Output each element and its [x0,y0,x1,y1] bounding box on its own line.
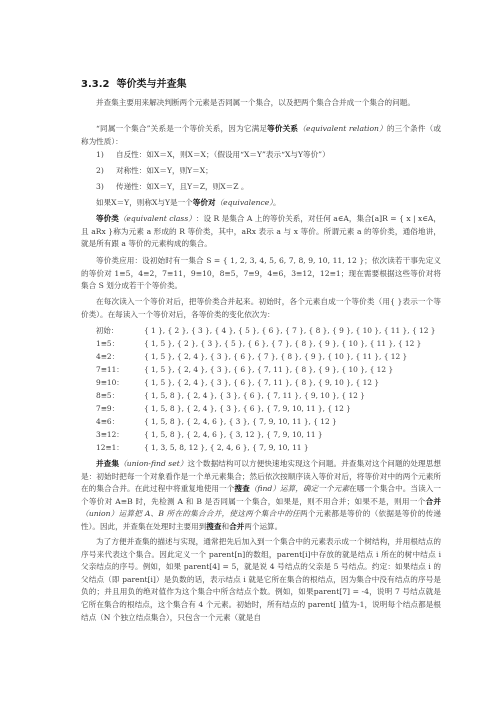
step-row: 7≡11： { 1, 5 }, { 2, 4 }, { 3 }, { 6 }, { 7, 11 }, { 8 }, { 9 }, { 10 }, { 12 } [96,365,394,374]
step-row: 3≡12： { 1, 5, 8 }, { 2, 4, 6 }, { 3, 12 }, { 7, 9, 10, 11 } [96,430,323,439]
property-reflexive: 1) 自反性：如X＝X，则X＝X；（假设用“X＝Y”表示“X与Y等价”） [96,150,330,159]
section-title: 等价类与并查集 [116,79,187,90]
equivalence-class-paragraph: 等价类（equivalent class）：设 R 是集合 A 上的等价关系，对任何 a∈A，集合[a]R = { x | x∈A，且 aRx }称为元素 a 形成的 R 等价类，其中，aRx 表示 a 与 x 等价。所谓元素 a 的等价类，通俗地讲，就是所有跟 a 等价的元素构成的集合。 [81,214,442,249]
implementation-paragraph: 为了方便并查集的描述与实现，通常把先后加入到一个集合中的元素表示成一个树结构，并用根结点的序号来代表这个集合。因此定义一个 parent[n]的数组，parent[i]中存放的就是结点 i 所在的树中结点 i 父亲结点的序号。例如，如果 parent[4] = 5，就是说 4 号结点的父亲是 5 号结点。约定：如果结点 i 的父结点（即 parent[i]）是负数的话，表示结点 i 就是它所在集合的根结点，因为集合中没有结点的序号是负的；并且用负的绝对值作为这个集合中所含结点个数。例如，如果parent[7] = -4，说明 7 号结点就是它所在集合的根结点，这个集合有 4 个元素。初始时，所有结点的 parent[ ]值为-1，说明每个结点都是根结点（N 个独立结点集合），只包含一个元素（就是自 [81,537,442,622]
equivalence-pair-paragraph: 如果X＝Y，则称X与Y是一个等价对（equivalence）。 [96,198,281,207]
intro-paragraph: 并查集主要用来解决判断两个元素是否同属一个集合，以及把两个集合合并成一个集合的问题。 [96,98,415,107]
step-row: 12≡1： { 1, 3, 5, 8, 12 }, { 2, 4, 6 }, { 7, 9, 10, 11 } [96,443,309,452]
step-row: 8≡5： { 1, 5, 8 }, { 2, 4 }, { 3 }, { 6 }, { 7, 11 }, { 9, 10 }, { 12 } [96,391,365,400]
application-paragraph: 等价类应用：设初始时有一集合 S = { 1, 2, 3, 4, 5, 6, 7, 8, 9, 10, 11, 12 }；依次读若干事先定义的等价对 1≡5，4≡2，7≡11，9≡10，8≡5，7≡9，4≡6，3≡12，12≡1；现在需要根据这些等价对将集合 S 划分成若干个等价类。 [81,256,442,291]
equivalence-paragraph: “同属一个集合”关系是一个等价关系，因为它满足等价关系（equivalent relation）的三个条件（或称为性质）： [81,124,442,146]
section-number: 3.3.2 [81,79,110,90]
union-find-paragraph: 并查集（union-find set）这个数据结构可以方便快速地实现这个问题。并查集对这个问题的处理思想是：初始时把每一个对象看作是一个单元素集合；然后依次按顺序读入等价对后，将等价对中的两个元素所在的集合合并。在此过程中将重复地使用一个搜查（find）运算，确定一个元素在哪一个集合中。当读入一个等价对 A≡B 时，先检测 A 和 B 是否同属一个集合，如果是，则不用合并；如果不是，则用一个合并（union）运算把 A、B 所在的集合合并，使这两个集合中的任两个元素都是等价的（依据是等价的传递性）。因此，并查集在处理时主要用到搜查和合并两个运算。 [81,459,442,531]
property-symmetric: 2) 对称性：如X＝Y，则Y＝X； [96,166,213,175]
step-row: 9≡10： { 1, 5 }, { 2, 4 }, { 3 }, { 6 }, { 7, 11 }, { 8 }, { 9, 10 }, { 12 } [96,378,380,387]
section-heading [81,75,186,90]
step-row: 1≡5： { 1, 5 }, { 2 }, { 3 }, { 5 }, { 6 }, { 7 }, { 8 }, { 9 }, { 10 }, { 11 }, { 12 } [96,339,422,348]
process-paragraph: 在每次读入一个等价对后，把等价类合并起来。初始时，各个元素自成一个等价类（用{ }表示一个等价类）。在每读入一个等价对后，各等价类的变化依次为： [81,297,441,319]
step-row: 4≡2： { 1, 5 }, { 2, 4 }, { 3 }, { 6 }, { 7 }, { 8 }, { 9 }, { 10 }, { 11 }, { 12 } [96,352,408,361]
property-transitive: 3) 传递性：如X＝Y，且Y＝Z，则X＝Z 。 [96,182,249,191]
step-row: 7≡9： { 1, 5, 8 }, { 2, 4 }, { 3 }, { 6 }, { 7, 9, 10, 11 }, { 12 } [96,404,351,413]
step-row: 4≡6： { 1, 5, 8 }, { 2, 4, 6 }, { 3 }, { 7, 9, 10, 11 }, { 12 } [96,417,337,426]
step-row: 初始： { 1 }, { 2 }, { 3 }, { 4 }, { 5 }, { 6 }, { 7 }, { 8 }, { 9 }, { 10 }, { 11 }, { 12 } [96,326,436,335]
